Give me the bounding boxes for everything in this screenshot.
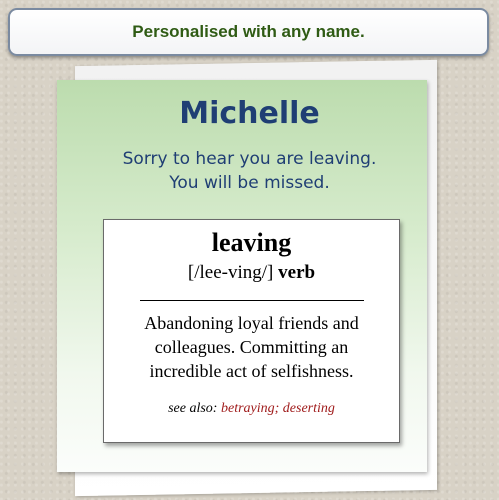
definition-box bbox=[103, 219, 400, 443]
recipient-name: Michelle bbox=[179, 96, 320, 131]
message-line-2: You will be missed. bbox=[169, 173, 330, 193]
see-also-label: see also: bbox=[168, 401, 218, 416]
definition-word: leaving bbox=[211, 228, 292, 257]
part-of-speech: verb bbox=[278, 262, 316, 283]
personalisation-banner bbox=[8, 8, 489, 56]
message-line-1: Sorry to hear you are leaving. bbox=[122, 149, 377, 169]
banner-text: Personalised with any name. bbox=[132, 22, 365, 41]
definition-divider bbox=[140, 300, 364, 301]
meaning-line-3: incredible act of selfishness. bbox=[149, 361, 354, 381]
meaning-line-1: Abandoning loyal friends and bbox=[144, 313, 359, 333]
see-also-line bbox=[104, 401, 399, 417]
see-also-terms: betraying; deserting bbox=[220, 401, 335, 416]
meaning-line-2: colleagues. Committing an bbox=[154, 337, 349, 357]
pronunciation-line bbox=[104, 262, 399, 284]
pronunciation: [/lee-ving/] bbox=[187, 262, 274, 283]
